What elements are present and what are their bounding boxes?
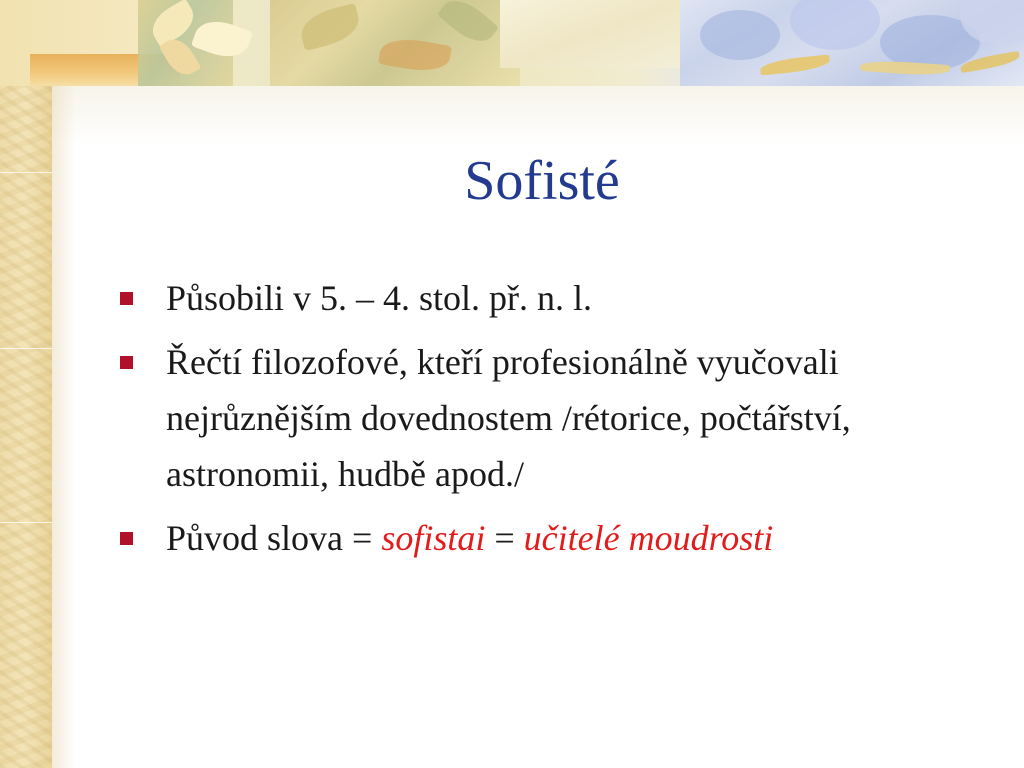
term-meaning: učitelé moudrosti xyxy=(523,518,774,558)
square-bullet-icon xyxy=(120,532,133,545)
bullet-item xyxy=(118,270,968,326)
greek-term: sofistai xyxy=(381,518,486,558)
strip-seam xyxy=(0,348,52,349)
bullet-list xyxy=(118,270,968,574)
bullet-item xyxy=(118,510,968,566)
strip-seam xyxy=(0,172,52,173)
bullet-text-prefix: Původ slova = xyxy=(166,518,382,558)
top-decorative-banner xyxy=(0,0,1024,86)
bullet-item xyxy=(118,334,968,502)
square-bullet-icon xyxy=(120,356,133,369)
equals-separator: = xyxy=(485,518,524,558)
strip-seam xyxy=(0,522,52,523)
left-decorative-strip xyxy=(0,0,52,768)
bullet-text: Působili v 5. – 4. stol. př. n. l. xyxy=(166,278,593,318)
slide-title: Sofisté xyxy=(464,150,620,212)
banner-shadow xyxy=(52,86,1024,146)
square-bullet-icon xyxy=(120,292,133,305)
bullet-text: Řečtí filozofové, kteří profesionálně vyučovali nejrůznějším dovednostem /rétorice, počtářství, astronomii, hudbě apod./ xyxy=(166,342,851,494)
